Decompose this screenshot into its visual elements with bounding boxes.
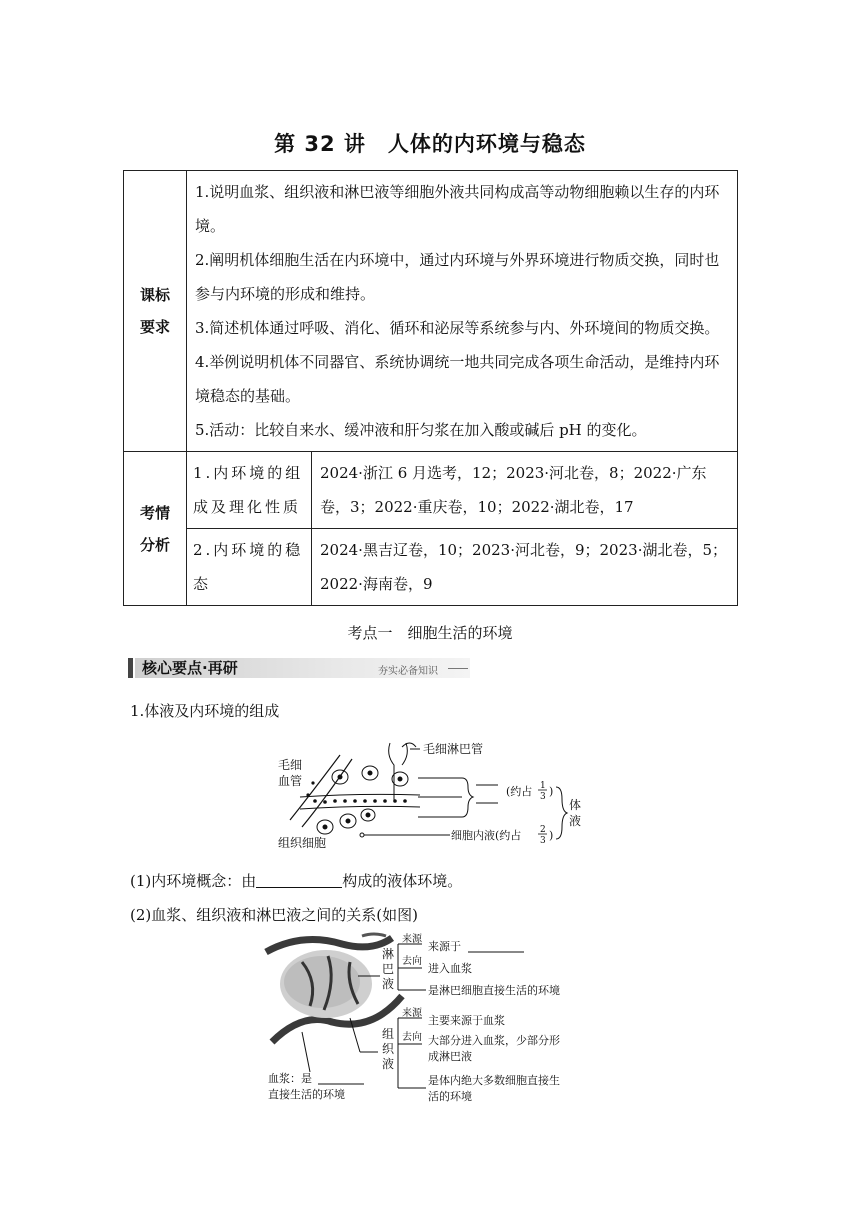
- lymph-env: 是淋巴细胞直接生活的环境: [428, 984, 560, 997]
- section-title: 考点一 细胞生活的环境: [347, 624, 513, 642]
- analysis-header: 考情 分析: [124, 452, 187, 606]
- lymph-char: 淋: [382, 947, 395, 961]
- body-fluid-label: 体: [569, 798, 582, 812]
- tissue-source: 主要来源于血浆: [428, 1014, 505, 1027]
- banner-title: 核心要点·再研: [142, 659, 238, 677]
- tissue-char: 织: [382, 1042, 395, 1056]
- requirements-list: [187, 171, 738, 452]
- capillary-label: 毛细: [278, 758, 303, 772]
- requirement-item: 2.阐明机体细胞生活在内环境中，通过内环境与外界环境进行物质交换，同时也参与内环境的形成和维持。: [195, 251, 720, 303]
- tissue-dest: 成淋巴液: [428, 1050, 472, 1063]
- svg-text:): ): [549, 829, 554, 842]
- answer-blank[interactable]: [256, 873, 342, 888]
- tissue-cell-label: 组织细胞: [278, 836, 327, 850]
- analysis-topic: 2.内环境的稳态: [187, 529, 312, 606]
- tissue-env: 是体内绝大多数细胞直接生: [428, 1074, 560, 1087]
- svg-text:1: 1: [540, 781, 546, 791]
- requirement-item: 3.简述机体通过呼吸、消化、循环和泌尿等系统参与内、外环境间的物质交换。: [195, 319, 720, 337]
- body-fluid-diagram: [270, 735, 600, 855]
- fraction-extracellular: (约占: [506, 785, 533, 798]
- requirements-row: [124, 171, 738, 452]
- source-label: 来源: [402, 1008, 422, 1019]
- svg-text:3: 3: [540, 836, 546, 846]
- banner-subtitle: 夯实必备知识: [378, 666, 438, 677]
- fraction-intracellular: 细胞内液(约占: [451, 829, 522, 842]
- fluid-relationship-diagram: [262, 932, 598, 1108]
- analysis-sources: 2024·浙江 6 月选考，12；2023·河北卷，8；2022·广东卷，3；2022·重庆卷，10；2022·湖北卷，17: [312, 452, 738, 529]
- svg-text:2: 2: [540, 825, 546, 835]
- body-fluid-label: 液: [569, 814, 582, 828]
- requirement-item: 1.说明血浆、组织液和淋巴液等细胞外液共同构成高等动物细胞赖以生存的内环境。: [195, 183, 720, 235]
- plasma-label: 血浆：是: [268, 1072, 312, 1085]
- analysis-topic: 1.内环境的组成及理化性质: [187, 452, 312, 529]
- section-banner: [128, 656, 470, 682]
- lymph-char: 液: [382, 977, 395, 991]
- requirement-item: 4.举例说明机体不同器官、系统协调统一地共同完成各项生命活动，是维持内环境稳态的基础。: [195, 353, 720, 405]
- analysis-sources: 2024·黑吉辽卷，10；2023·河北卷，9；2023·湖北卷，5；2022·海南卷，9: [312, 529, 738, 606]
- question-1: (1)内环境概念：由 构成的液体环境。: [130, 872, 463, 890]
- requirement-item: 5.活动：比较自来水、缓冲液和肝匀浆在加入酸或碱后 pH 的变化。: [195, 421, 647, 439]
- lymph-capillary-label: 毛细淋巴管: [423, 742, 484, 756]
- lymph-source: 来源于: [428, 940, 461, 953]
- tissue-char: 组: [382, 1027, 395, 1041]
- analysis-row: [124, 529, 738, 606]
- tissue-env: 活的环境: [428, 1090, 472, 1103]
- analysis-row: [124, 452, 738, 529]
- question-2: (2)血浆、组织液和淋巴液之间的关系(如图): [130, 906, 418, 924]
- tissue-char: 液: [382, 1057, 395, 1071]
- dest-label: 去向: [402, 956, 422, 967]
- plasma-label: 直接生活的环境: [268, 1088, 345, 1101]
- capillary-label: 血管: [278, 774, 303, 788]
- page-title: 第 32 讲 人体的内环境与稳态: [274, 132, 586, 156]
- lymph-dest: 进入血浆: [428, 962, 472, 975]
- curriculum-table: [123, 170, 738, 606]
- dest-label: 去向: [402, 1032, 422, 1043]
- tissue-dest: 大部分进入血浆，少部分形: [428, 1034, 560, 1047]
- svg-text:): ): [549, 785, 554, 798]
- requirements-header: 课标 要求: [124, 171, 187, 452]
- svg-text:3: 3: [540, 792, 546, 802]
- source-label: 来源: [402, 934, 422, 945]
- heading-body-fluid: 1.体液及内环境的组成: [130, 702, 280, 720]
- lymph-char: 巴: [382, 962, 395, 976]
